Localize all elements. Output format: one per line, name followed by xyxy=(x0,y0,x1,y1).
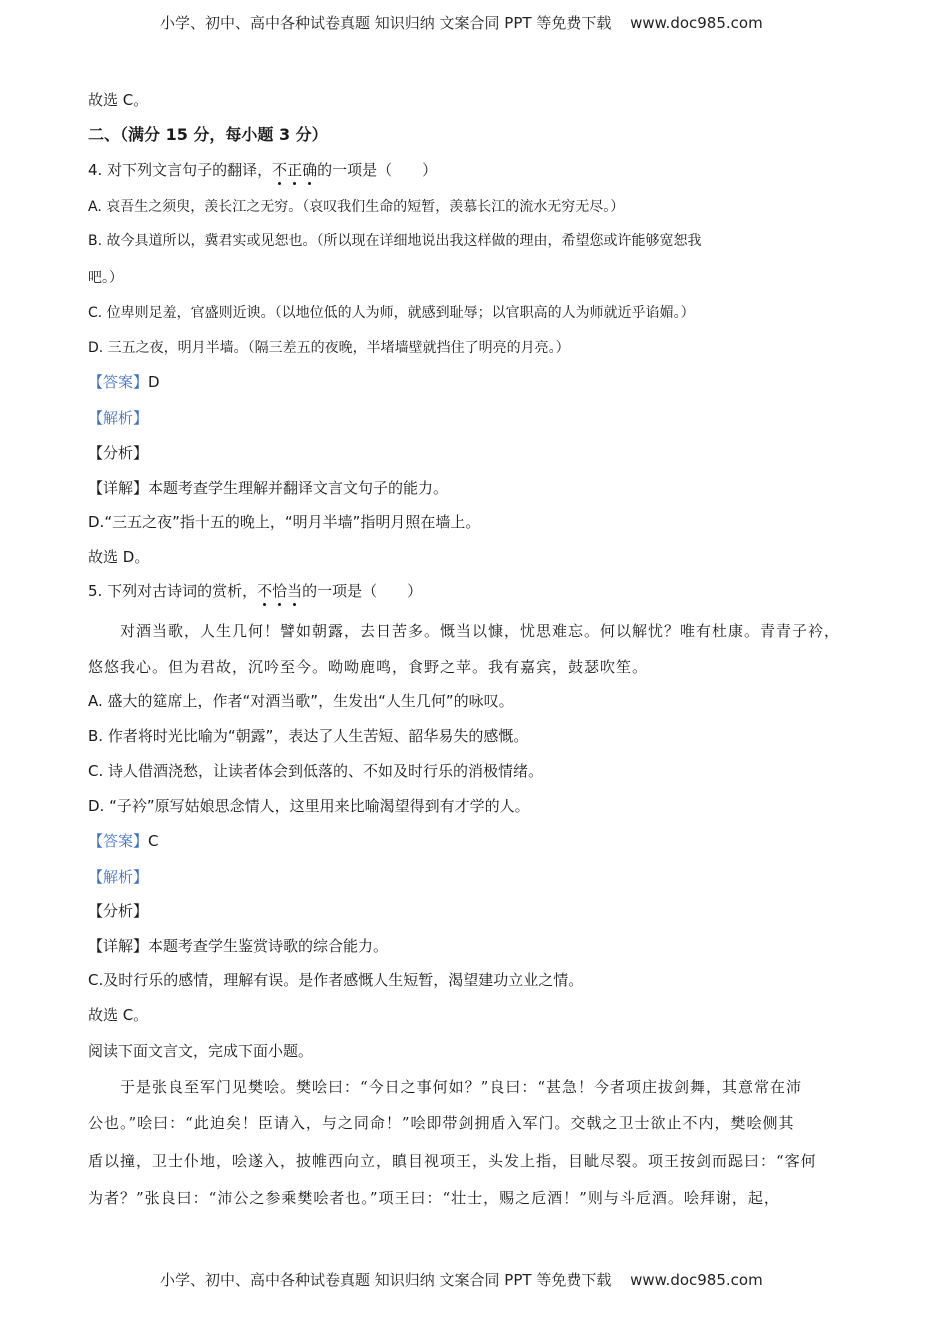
q4-detail: 【详解】本题考查学生理解并翻译文言文句子的能力。 xyxy=(88,479,449,497)
passage-line: 为者？”张良曰：“沛公之参乘樊哙者也。”项王曰：“壮士，赐之卮酒！”则与斗卮酒。哙拜谢，起， xyxy=(88,1189,780,1207)
q5-fenxi: 【分析】 xyxy=(88,902,149,920)
q4-answer xyxy=(88,372,160,392)
answer-value: D xyxy=(148,373,160,391)
passage-line: 公也。”哙曰：“此迫矣！臣请入，与之同命！”哙即带剑拥盾入军门。交戟之卫士欲止不内，樊哙侧其 xyxy=(88,1114,795,1132)
q4-option-d: D. 三五之夜，明月半墙。（隔三差五的夜晚，半堵墙壁就挡住了明亮的月亮。） xyxy=(88,340,570,356)
q5-emph-char: 不 xyxy=(257,582,273,600)
prev-conclusion: 故选 C。 xyxy=(88,91,149,109)
reading-intro: 阅读下面文言文，完成下面小题。 xyxy=(88,1042,314,1060)
q4-option-b-cont: 吧。） xyxy=(88,270,123,286)
q5-option-d: D. “子衿”原写姑娘思念情人，这里用来比喻渴望得到有才学的人。 xyxy=(88,797,530,815)
passage-line: 于是张良至军门见樊哙。樊哙曰：“今日之事何如？”良曰：“甚急！今者项庄拔剑舞，其意常在沛 xyxy=(120,1078,803,1096)
q4-emph-char: 正 xyxy=(287,161,303,179)
q4-explain: D.“三五之夜”指十五的晚上，“明月半墙”指明月照在墙上。 xyxy=(88,513,481,531)
q5-conclusion: 故选 C。 xyxy=(88,1006,149,1024)
q5-option-c: C. 诗人借酒浇愁，让读者体会到低落的、不如及时行乐的消极情绪。 xyxy=(88,762,544,780)
q4-option-b: B. 故今具道所以，冀君实或见恕也。（所以现在详细地说出我这样做的理由，希望您或许能够宽恕我 xyxy=(88,233,702,249)
footer-url: www.doc985.com xyxy=(630,1271,763,1289)
q4-option-a: A. 哀吾生之须臾，羡长江之无穷。（哀叹我们生命的短暂，羡慕长江的流水无穷无尽。） xyxy=(88,199,625,215)
q5-stem-after: 的一项是（ ） xyxy=(302,582,423,600)
page-footer xyxy=(160,1269,763,1290)
answer-tag: 【答案】 xyxy=(88,832,149,850)
q5-emph-char: 恰 xyxy=(272,582,288,600)
q5-emph-char: 当 xyxy=(287,582,303,600)
q5-answer xyxy=(88,831,159,851)
q4-emphasis xyxy=(272,160,317,180)
passage-line: 盾以撞，卫士仆地，哙遂入，披帷西向立，瞋目视项王，头发上指，目眦尽裂。项王按剑而跽曰：“客何 xyxy=(88,1152,817,1170)
q4-conclusion: 故选 D。 xyxy=(88,548,150,566)
q4-stem-after: 的一项是（ ） xyxy=(317,161,438,179)
answer-value: C xyxy=(148,832,159,850)
q4-option-c: C. 位卑则足羞，官盛则近谀。（以地位低的人为师，就感到耻辱；以官职高的人为师就近乎谄媚。） xyxy=(88,305,695,321)
page-header xyxy=(160,12,763,33)
q5-analysis-tag: 【解析】 xyxy=(88,868,149,886)
header-text: 小学、初中、高中各种试卷真题 知识归纳 文案合同 PPT 等免费下载 xyxy=(160,14,612,32)
header-url: www.doc985.com xyxy=(630,14,763,32)
q5-poem-line: 对酒当歌，人生几何！譬如朝露，去日苦多。慨当以慷，忧思难忘。何以解忧？唯有杜康。青青子衿， xyxy=(120,622,841,640)
q5-stem xyxy=(88,581,422,601)
q5-emphasis xyxy=(257,581,302,601)
q4-analysis-tag: 【解析】 xyxy=(88,409,149,427)
q4-emph-char: 确 xyxy=(302,161,318,179)
answer-tag: 【答案】 xyxy=(88,373,149,391)
section-title: 二、（满分 15 分，每小题 3 分） xyxy=(88,125,328,144)
q4-stem xyxy=(88,160,437,180)
q4-stem-before: 4. 对下列文言句子的翻译， xyxy=(88,161,273,179)
q5-option-b: B. 作者将时光比喻为“朝露”，表达了人生苦短、韶华易失的感慨。 xyxy=(88,727,529,745)
q5-option-a: A. 盛大的筵席上，作者“对酒当歌”，生发出“人生几何”的咏叹。 xyxy=(88,692,514,710)
q4-emph-char: 不 xyxy=(272,161,288,179)
q5-stem-before: 5. 下列对古诗词的赏析， xyxy=(88,582,258,600)
q4-fenxi: 【分析】 xyxy=(88,444,149,462)
q5-poem-line: 悠悠我心。但为君故，沉吟至今。呦呦鹿鸣，食野之苹。我有嘉宾，鼓瑟吹笙。 xyxy=(88,658,649,676)
q5-explain: C.及时行乐的感情，理解有误。是作者感慨人生短暂，渴望建功立业之情。 xyxy=(88,971,584,989)
q5-detail: 【详解】本题考查学生鉴赏诗歌的综合能力。 xyxy=(88,937,389,955)
footer-text: 小学、初中、高中各种试卷真题 知识归纳 文案合同 PPT 等免费下载 xyxy=(160,1271,612,1289)
